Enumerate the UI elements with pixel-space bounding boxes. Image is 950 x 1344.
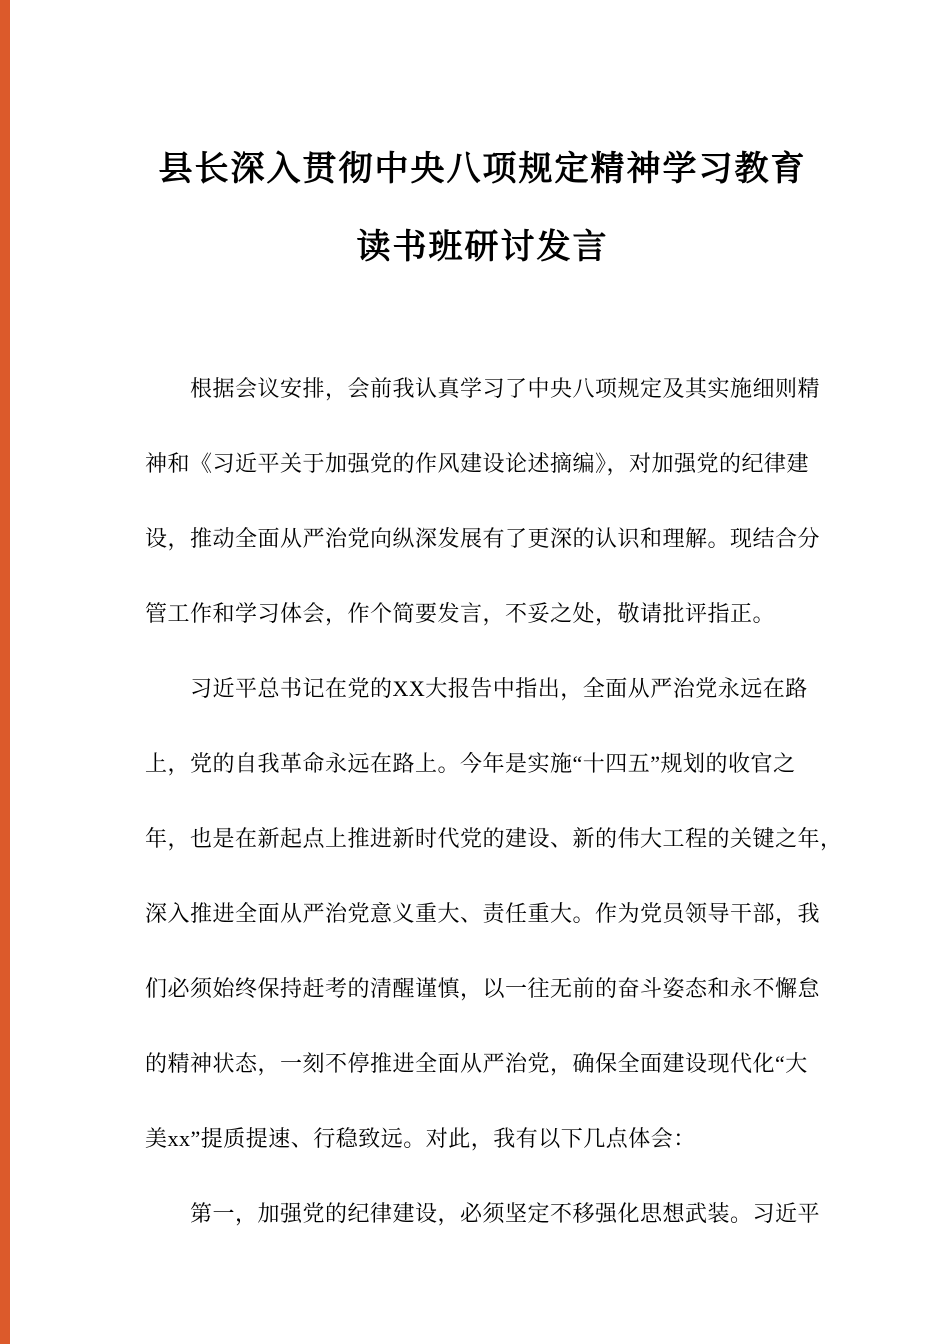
text-line: 设，推动全面从严治党向纵深发展有了更深的认识和理解。现结合分 [145, 526, 821, 551]
text-line: 年，也是在新起点上推进新时代党的建设、新的伟大工程的关键之年， [145, 826, 843, 851]
document-title [0, 0, 820, 287]
text-line: 的精神状态，一刻不停推进全面从严治党，确保全面建设现代化“大 [145, 1051, 808, 1076]
text-line: 习近平总书记在党的XX大报告中指出，全面从严治党永远在路 [190, 676, 808, 701]
text-line: 管工作和学习体会，作个简要发言，不妥之处，敬请批评指正。 [145, 601, 776, 626]
text-line: 深入推进全面从严治党意义重大、责任重大。作为党员领导干部，我 [145, 901, 821, 926]
text-line: 上，党的自我革命永远在路上。今年是实施“十四五”规划的收官之 [145, 751, 796, 776]
text-line: 第一，加强党的纪律建设，必须坚定不移强化思想武装。习近平 [190, 1201, 821, 1226]
title-line-2: 读书班研讨发言 [356, 229, 609, 266]
text-line: 们必须始终保持赶考的清醒谨慎，以一往无前的奋斗姿态和永不懈怠 [145, 976, 821, 1001]
text-line: 根据会议安排，会前我认真学习了中央八项规定及其实施细则精 [190, 376, 821, 401]
document-body [0, 351, 843, 1251]
text-line: 神和《习近平关于加强党的作风建设论述摘编》，对加强党的纪律建 [145, 451, 810, 476]
title-line-1: 县长深入贯彻中央八项规定精神学习教育 [158, 151, 807, 188]
left-accent-stripe [0, 0, 10, 1344]
text-line: 美xx”提质提速、行稳致远。对此，我有以下几点体会： [145, 1126, 696, 1151]
